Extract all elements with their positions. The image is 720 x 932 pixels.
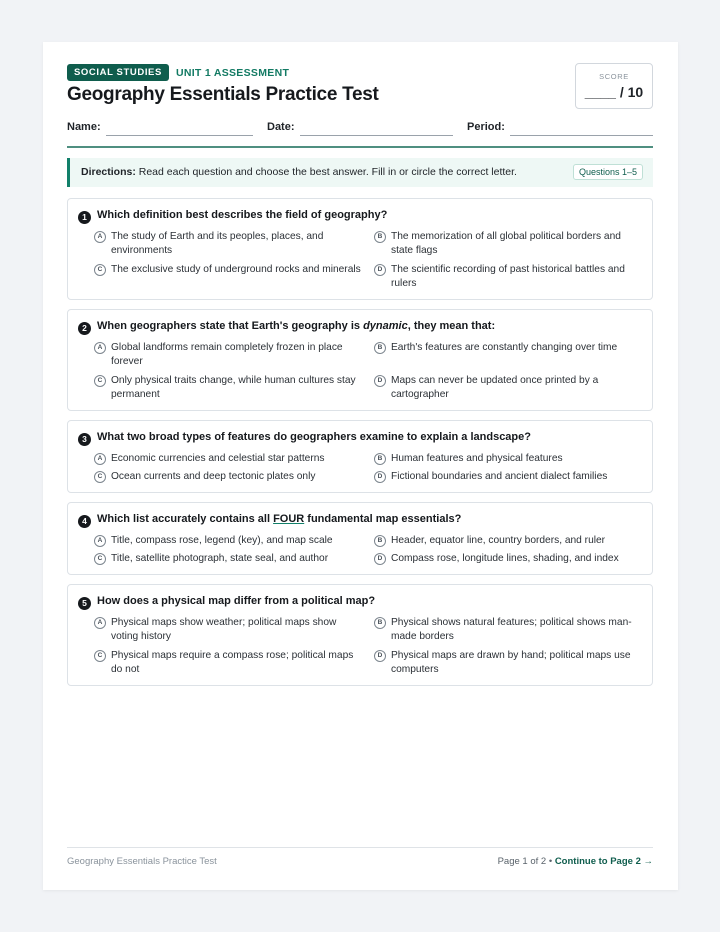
directions-box xyxy=(67,158,653,187)
option-text: Title, compass rose, legend (key), and map scale xyxy=(111,535,333,546)
option-letter-b[interactable]: B xyxy=(374,617,386,629)
option-letter-a[interactable]: A xyxy=(94,231,106,243)
footer-divider xyxy=(67,847,653,848)
question-card xyxy=(67,584,653,686)
question-card xyxy=(67,502,653,575)
question-text: How does a physical map differ from a political map? xyxy=(97,595,376,607)
header-divider xyxy=(67,146,653,148)
question-card xyxy=(67,198,653,300)
option-letter-d[interactable]: D xyxy=(374,650,386,662)
question-text: What two broad types of features do geographers examine to explain a landscape? xyxy=(97,431,531,443)
question-number: 4 xyxy=(78,515,91,528)
question-text-end: , they mean that: xyxy=(407,320,496,332)
subject-badge: SOCIAL STUDIES xyxy=(67,64,169,81)
directions-body: Read each question and choose the best answer. Fill in or circle the correct letter. xyxy=(135,166,517,178)
question-text xyxy=(97,513,461,525)
date-field[interactable] xyxy=(300,135,453,136)
option-text: Fictional boundaries and ancient dialect families xyxy=(391,471,608,482)
name-label: Name: xyxy=(67,121,101,133)
page-indicator: Page 1 of 2 xyxy=(497,856,547,867)
option-letter-c[interactable]: C xyxy=(94,471,106,483)
score-label: SCORE xyxy=(599,72,629,81)
option-letter-b[interactable]: B xyxy=(374,342,386,354)
option-text: Physical shows natural features; political shows man-made borders xyxy=(391,617,632,642)
footer-separator: • xyxy=(546,856,555,867)
option-text: Physical maps require a compass rose; political maps do not xyxy=(111,650,354,675)
option-text: Compass rose, longitude lines, shading, and index xyxy=(391,553,619,564)
option-letter-d[interactable]: D xyxy=(374,375,386,387)
question-text-end: fundamental map essentials? xyxy=(304,513,462,525)
header-row xyxy=(67,64,653,81)
option-text: Physical maps show weather; political maps show voting history xyxy=(111,617,337,642)
question-text: Which definition best describes the field of geography? xyxy=(97,209,388,221)
option-text: The study of Earth and its peoples, places, and environments xyxy=(111,231,324,256)
option-text: Economic currencies and celestial star patterns xyxy=(111,453,325,464)
period-field[interactable] xyxy=(510,135,653,136)
option-letter-c[interactable]: C xyxy=(94,375,106,387)
continue-link[interactable]: Continue to Page 2 → xyxy=(554,856,653,867)
page-title: Geography Essentials Practice Test xyxy=(67,84,379,105)
directions-text xyxy=(81,166,517,178)
question-text xyxy=(97,320,495,332)
option-letter-b[interactable]: B xyxy=(374,453,386,465)
question-card xyxy=(67,420,653,493)
question-emphasis: dynamic xyxy=(363,320,408,332)
footer-pagination xyxy=(498,856,653,867)
worksheet-page xyxy=(43,42,678,890)
score-value: ____ / 10 xyxy=(584,84,644,100)
directions-prefix: Directions: xyxy=(81,166,136,178)
option-text: Ocean currents and deep tectonic plates only xyxy=(111,471,316,482)
option-letter-a[interactable]: A xyxy=(94,342,106,354)
question-number: 2 xyxy=(78,322,91,335)
option-text: Physical maps are drawn by hand; political maps use computers xyxy=(391,650,631,675)
option-text: The memorization of all global political borders and state flags xyxy=(391,231,621,256)
student-info-fields xyxy=(67,121,653,137)
option-letter-b[interactable]: B xyxy=(374,535,386,547)
option-letter-c[interactable]: C xyxy=(94,553,106,565)
option-letter-a[interactable]: A xyxy=(94,535,106,547)
name-field[interactable] xyxy=(106,135,253,136)
question-number: 3 xyxy=(78,433,91,446)
period-label: Period: xyxy=(467,121,505,133)
option-letter-a[interactable]: A xyxy=(94,453,106,465)
option-text: Global landforms remain completely frozen in place forever xyxy=(111,342,343,367)
question-emphasis: FOUR xyxy=(273,513,305,525)
worksheet-content xyxy=(67,42,653,890)
option-letter-b[interactable]: B xyxy=(374,231,386,243)
unit-label: UNIT 1 ASSESSMENT xyxy=(175,66,290,79)
option-text: Human features and physical features xyxy=(391,453,563,464)
footer-title: Geography Essentials Practice Test xyxy=(67,856,217,867)
option-letter-d[interactable]: D xyxy=(374,264,386,276)
option-text: Header, equator line, country borders, and ruler xyxy=(391,535,606,546)
option-text: Earth's features are constantly changing over time xyxy=(391,342,618,353)
score-box xyxy=(575,63,653,109)
question-text-start: Which list accurately contains all xyxy=(97,513,274,525)
question-number: 5 xyxy=(78,597,91,610)
question-card xyxy=(67,309,653,411)
date-label: Date: xyxy=(267,121,295,133)
option-text: Title, satellite photograph, state seal, and author xyxy=(111,553,329,564)
option-text: Maps can never be updated once printed by a cartographer xyxy=(391,375,599,400)
option-letter-a[interactable]: A xyxy=(94,617,106,629)
option-letter-d[interactable]: D xyxy=(374,553,386,565)
option-letter-d[interactable]: D xyxy=(374,471,386,483)
option-letter-c[interactable]: C xyxy=(94,264,106,276)
option-text: The scientific recording of past historical battles and rulers xyxy=(391,264,625,289)
option-text: The exclusive study of underground rocks and minerals xyxy=(111,264,361,275)
question-number: 1 xyxy=(78,211,91,224)
option-text: Only physical traits change, while human cultures stay permanent xyxy=(111,375,356,400)
question-range-badge: Questions 1–5 xyxy=(573,164,643,180)
question-text-start: When geographers state that Earth's geography is xyxy=(97,320,364,332)
option-letter-c[interactable]: C xyxy=(94,650,106,662)
